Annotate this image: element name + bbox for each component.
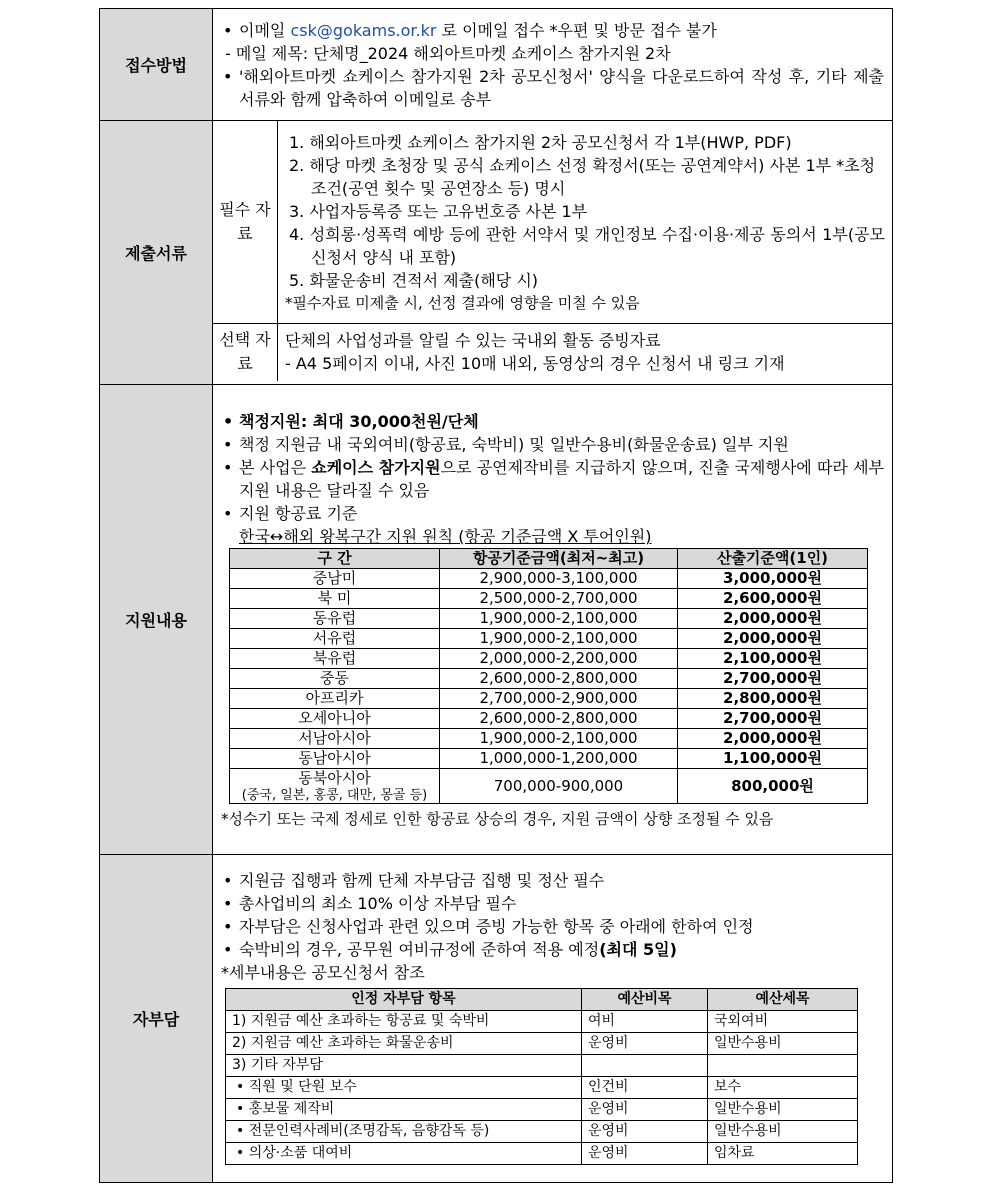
airfare-cell-amount: 800,000원 — [678, 769, 868, 804]
self-burden-row — [226, 1032, 858, 1054]
airfare-cell-amount: 2,800,000원 — [678, 689, 868, 709]
airfare-row — [230, 709, 868, 729]
airfare-row — [230, 729, 868, 749]
optional-label: 선택 자료 — [213, 323, 278, 381]
self-cell-sub: 국외여비 — [708, 1010, 858, 1032]
self-cell-cat: 운영비 — [582, 1098, 708, 1120]
airfare-row — [230, 669, 868, 689]
self-burden-row — [226, 1054, 858, 1076]
airfare-cell-region: 동유럽 — [230, 609, 440, 629]
airfare-cell-range: 1,900,000-2,100,000 — [440, 729, 678, 749]
required-label: 필수 자료 — [213, 121, 278, 323]
airfare-cell-amount: 3,000,000원 — [678, 569, 868, 589]
airfare-table — [229, 548, 868, 804]
airfare-region-note: (중국, 일본, 홍콩, 대만, 몽골 등) — [241, 788, 428, 803]
self-cell-sub — [708, 1054, 858, 1076]
airfare-cell-amount: 2,600,000원 — [678, 589, 868, 609]
self-cell-cat: 운영비 — [582, 1120, 708, 1142]
airfare-cell-range: 2,000,000-2,200,000 — [440, 649, 678, 669]
airfare-cell-range: 1,900,000-2,100,000 — [440, 629, 678, 649]
self-cell-cat: 운영비 — [582, 1142, 708, 1164]
airfare-cell-range: 2,900,000-3,100,000 — [440, 569, 678, 589]
airfare-row — [230, 569, 868, 589]
airfare-cell-range: 2,500,000-2,700,000 — [440, 589, 678, 609]
airfare-cell-range: 1,900,000-2,100,000 — [440, 609, 678, 629]
airfare-row — [230, 769, 868, 804]
support-content: • 책정지원: 최대 30,000천원/단체 • 책정 지원금 내 국외여비(항공료, 숙박비) 및 일반수용비(화물운송료) 일부 지원 • 본 사업은 쇼케이스 참가지원으로 공연제작비를 지급하지 않으며, 진출 국제행사에 따라 세부지원 내용은 달라질 수 있음 • 지원 항공료 기준 한국↔해외 왕복구간 지원 원칙 (항공 기준금액 X 투어인원) 구 간 항공기준금액(최저~최고) 산출기준액(1인) 중남미 2,900,000-3,100,000 3,000,000원 북 미 2,500,000-2,700,000 2,600,000원 동유럽 1,900,000-2,100,000 2,000,000원 서유럽 1,900,000-2,100,000 2,000,000원 북유럽 2,000,000-2,200,000 2,100,000원 중동 2,600,000-2,800,000 2,700,000원 아프리카 2,700,000-2,900,000 2,800,000원 오세아니아 2,600,000-2,800,000 2,700,000원 서남아시아 1,900,000-2,100,000 2,000,000원 동남아시아 1,000,000-1,200,000 1,100,000원 동북아시아 (중국, 일본, 홍콩, 대만, 몽골 등) 700,000-900,000 800,000원 *성수기 또는 국제 정세로 인한 항공료 상승의 경우, 지원 금액이 상향 조정될 수 있음 — [213, 404, 892, 835]
document-page — [99, 8, 893, 1183]
email-address: csk@gokams.or.kr — [290, 20, 437, 40]
support-label: 지원내용 — [100, 385, 213, 855]
airfare-row — [230, 609, 868, 629]
airfare-cell-range: 2,700,000-2,900,000 — [440, 689, 678, 709]
airfare-cell-range: 1,000,000-1,200,000 — [440, 749, 678, 769]
airfare-cell-region: 중동 — [230, 669, 440, 689]
self-cell-sub: 일반수용비 — [708, 1032, 858, 1054]
airfare-row — [230, 589, 868, 609]
self-cell-sub: 보수 — [708, 1076, 858, 1098]
self-header-subcategory: 예산세목 — [708, 988, 858, 1010]
info-table — [99, 8, 893, 1183]
self-cell-item: 1) 지원금 예산 초과하는 항공료 및 숙박비 — [226, 1010, 582, 1032]
self-cell-item: • 전문인력사례비(조명감독, 음향감독 등) — [226, 1120, 582, 1142]
reception-label: 접수방법 — [100, 9, 213, 121]
self-cell-cat: 운영비 — [582, 1032, 708, 1054]
airfare-cell-range: 700,000-900,000 — [440, 769, 678, 804]
reception-row — [100, 9, 893, 121]
self-burden-row — [226, 1142, 858, 1164]
airfare-cell-amount: 2,700,000원 — [678, 709, 868, 729]
required-note: *필수자료 미제출 시, 선정 결과에 영향을 미칠 수 있음 — [285, 293, 640, 312]
self-header-category: 예산비목 — [582, 988, 708, 1010]
self-cell-cat: 여비 — [582, 1010, 708, 1032]
reception-content: • 이메일 csk@gokams.or.kr 로 이메일 접수 *우편 및 방문 접수 불가 - 메일 제목: 단체명_2024 해외아트마켓 쇼케이스 참가지원 2차 • '해외아트마켓 쇼케이스 참가지원 2차 공모신청서' 양식을 다운로드하여 작성 후, 기타 제출서류와 함께 압축하여 이메일로 송부 — [213, 15, 892, 115]
self-burden-row — [226, 1098, 858, 1120]
airfare-cell-region: 북 미 — [230, 589, 440, 609]
self-row — [100, 855, 893, 1183]
self-cell-cat — [582, 1054, 708, 1076]
support-principle: 한국↔해외 왕복구간 지원 원칙 (항공 기준금액 X 투어인원) — [239, 527, 652, 546]
self-label: 자부담 — [100, 855, 213, 1183]
airfare-cell-range: 2,600,000-2,800,000 — [440, 709, 678, 729]
airfare-row — [230, 749, 868, 769]
airfare-header-amount: 산출기준액(1인) — [678, 549, 868, 569]
self-content: • 지원금 집행과 함께 단체 자부담금 집행 및 정산 필수 • 총사업비의 최소 10% 이상 자부담 필수 • 자부담은 신청사업과 관련 있으며 증빙 가능한 항목 중 아래에 한하여 인정 • 숙박비의 경우, 공무원 여비규정에 준하여 적용 예정(최대 5일) *세부내용은 공모신청서 참조 인정 자부담 항목 예산비목 예산세목 1) 지원금 예산 초과하는 항공료 및 숙박비 여비 국외여비 2) 지원금 예산 초과하는 화물운송비 운영비 일반수용비 3) 기타 자부담 • 직원 및 단원 보수 인건비 보수 • 홍보물 제작비 운영비 일반수용비 • 전문인력사례비(조명감독, 음향감독 등) 운영비 일반수용비 • 의상·소품 대여비 운영비 임차료 — [213, 867, 892, 1171]
self-cell-sub: 임차료 — [708, 1142, 858, 1164]
self-cell-item: • 홍보물 제작비 — [226, 1098, 582, 1120]
airfare-cell-region: 아프리카 — [230, 689, 440, 709]
airfare-note: *성수기 또는 국제 정세로 인한 항공료 상승의 경우, 지원 금액이 상향 조정될 수 있음 — [221, 810, 774, 828]
self-cell-item: • 의상·소품 대여비 — [226, 1142, 582, 1164]
mail-title-line: - 메일 제목: 단체명_2024 해외아트마켓 쇼케이스 참가지원 2차 — [225, 43, 671, 63]
documents-label: 제출서류 — [100, 121, 213, 385]
self-burden-row — [226, 1120, 858, 1142]
airfare-cell-range: 2,600,000-2,800,000 — [440, 669, 678, 689]
airfare-cell-region: 서유럽 — [230, 629, 440, 649]
airfare-cell-region: 동북아시아 (중국, 일본, 홍콩, 대만, 몽골 등) — [230, 769, 440, 804]
self-burden-row — [226, 1010, 858, 1032]
airfare-cell-amount: 2,000,000원 — [678, 729, 868, 749]
airfare-cell-region: 북유럽 — [230, 649, 440, 669]
self-cell-cat: 인건비 — [582, 1076, 708, 1098]
self-cell-item: 2) 지원금 예산 초과하는 화물운송비 — [226, 1032, 582, 1054]
airfare-cell-amount: 2,700,000원 — [678, 669, 868, 689]
airfare-cell-region: 중남미 — [230, 569, 440, 589]
documents-row — [100, 121, 893, 385]
airfare-header-range: 항공기준금액(최저~최고) — [440, 549, 678, 569]
airfare-cell-amount: 2,100,000원 — [678, 649, 868, 669]
airfare-row — [230, 649, 868, 669]
self-note: *세부내용은 공모신청서 참조 — [221, 962, 425, 982]
airfare-cell-amount: 2,000,000원 — [678, 629, 868, 649]
optional-list: 단체의 사업성과를 알릴 수 있는 국내외 활동 증빙자료 - A4 5페이지 이내, 사진 10매 내외, 동영상의 경우 신청서 내 링크 기재 — [285, 331, 785, 374]
airfare-row — [230, 629, 868, 649]
airfare-cell-amount: 2,000,000원 — [678, 609, 868, 629]
self-cell-item: 3) 기타 자부담 — [226, 1054, 582, 1076]
airfare-cell-region: 서남아시아 — [230, 729, 440, 749]
airfare-header-region: 구 간 — [230, 549, 440, 569]
documents-inner-table — [213, 121, 892, 381]
self-cell-sub: 일반수용비 — [708, 1098, 858, 1120]
support-row — [100, 385, 893, 855]
self-header-item: 인정 자부담 항목 — [226, 988, 582, 1010]
self-cell-sub: 일반수용비 — [708, 1120, 858, 1142]
airfare-cell-region: 오세아니아 — [230, 709, 440, 729]
self-cell-item: • 직원 및 단원 보수 — [226, 1076, 582, 1098]
self-burden-table — [225, 988, 858, 1165]
required-list: 1. 해외아트마켓 쇼케이스 참가지원 2차 공모신청서 각 1부(HWP, PDF) 2. 해당 마켓 초청장 및 공식 쇼케이스 선정 확정서(또는 공연계약서) 사본 1부 *초청조건(공연 횟수 및 공연장소 등) 명시 3. 사업자등록증 또는 고유번호증 사본 1부 4. 성희롱·성폭력 예방 등에 관한 서약서 및 개인정보 수집·이용·제공 동의서 1부(공모신청서 양식 내 포함) 5. 화물운송비 견적서 제출(해당 시) *필수자료 미제출 시, 선정 결과에 영향을 미칠 수 있음 — [279, 127, 891, 317]
self-burden-row — [226, 1076, 858, 1098]
airfare-row — [230, 689, 868, 709]
airfare-cell-region: 동남아시아 — [230, 749, 440, 769]
airfare-cell-amount: 1,100,000원 — [678, 749, 868, 769]
